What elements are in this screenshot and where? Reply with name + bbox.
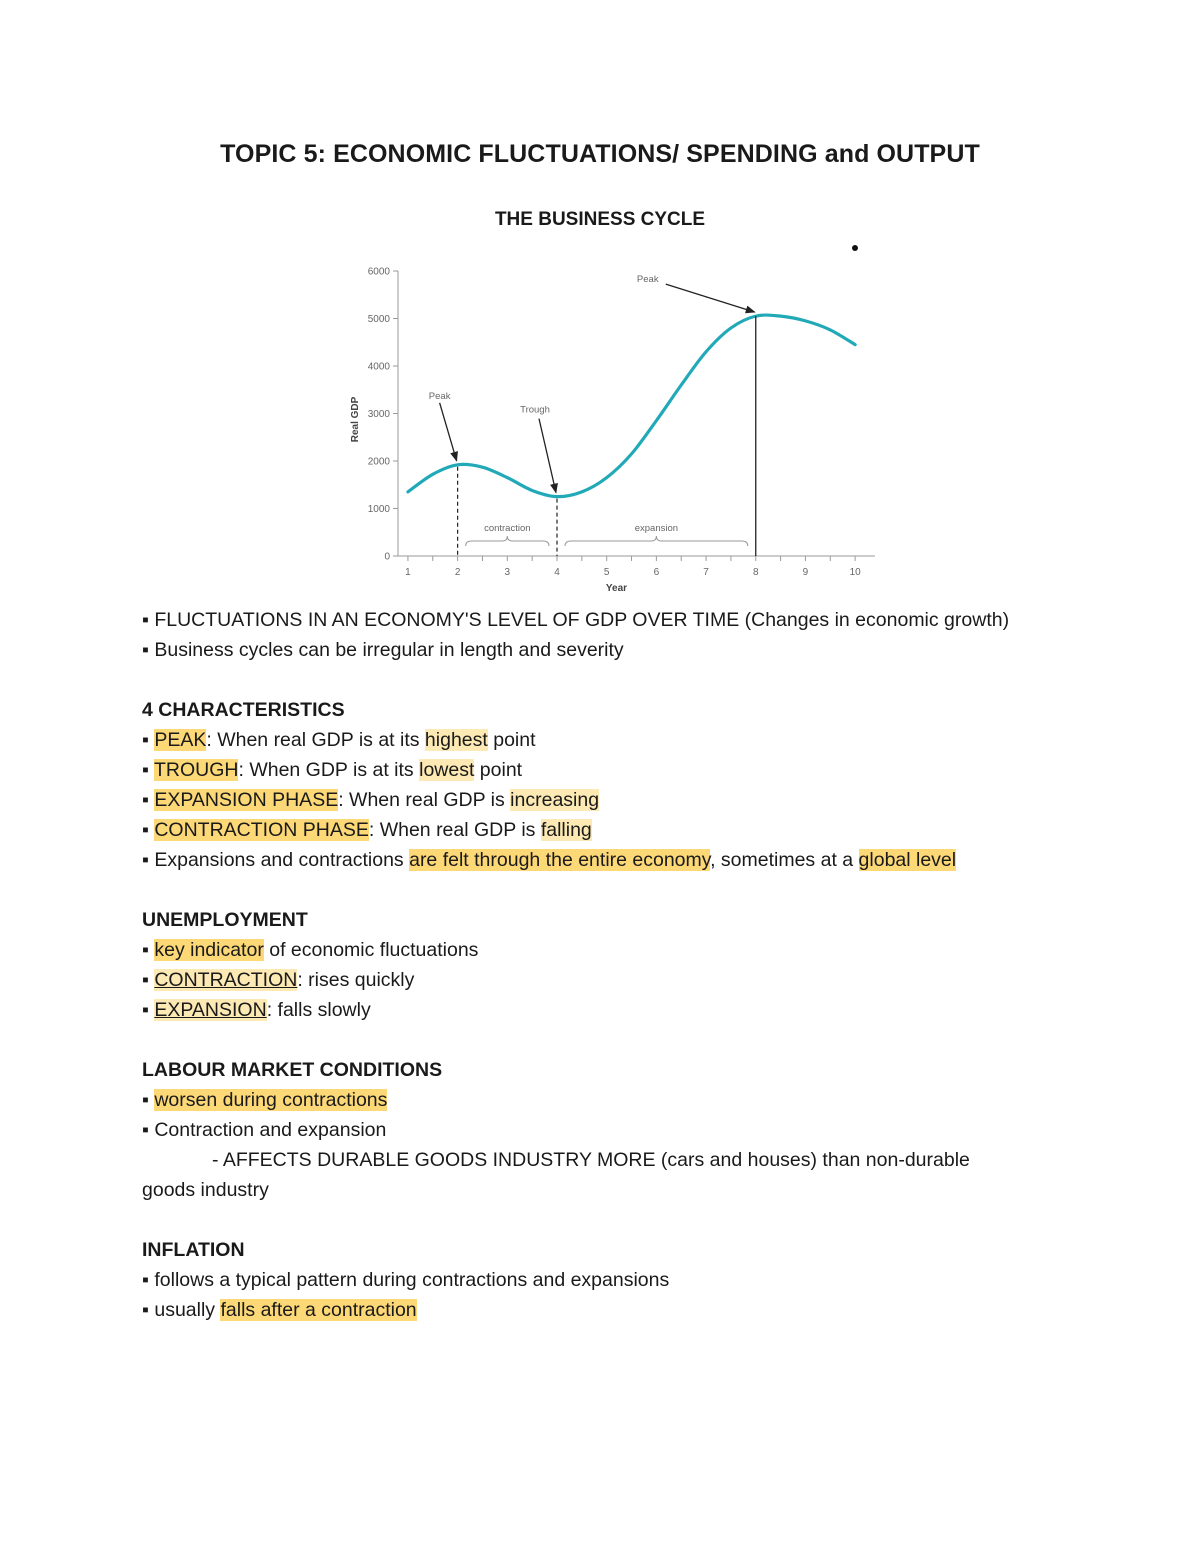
x-tick-label: 4 xyxy=(554,567,560,578)
y-tick-label: 4000 xyxy=(367,361,390,373)
durable-post: (cars and houses) than non-durable xyxy=(655,1149,970,1171)
x-tick-label: 3 xyxy=(504,567,511,578)
unemp-expansion-post: : falls slowly xyxy=(266,999,371,1021)
y-tick-label: 6000 xyxy=(367,266,390,278)
bullet-irregular: ▪ Business cycles can be irregular in length and severity xyxy=(142,639,624,661)
sub-durable-goods xyxy=(142,1145,1102,1175)
bullet-contraction-phase: ▪ CONTRACTION PHASE: When real GDP is falling xyxy=(142,819,592,841)
bullet-contraction-expansion: ▪ Contraction and expansion xyxy=(142,1119,387,1141)
y-tick-label: 2000 xyxy=(367,456,390,468)
gdp-series-line xyxy=(408,315,855,497)
notes-body xyxy=(142,605,1102,1325)
bullet-worsen: ▪ worsen during contractions xyxy=(142,1089,388,1111)
sub-durable-continued: goods industry xyxy=(142,1179,269,1201)
bullet-fluctuations: ▪ FLUCTUATIONS IN AN ECONOMY'S LEVEL OF GDP OVER TIME (Changes in economic growth) xyxy=(142,609,1010,631)
trough-desc: : When GDP is at its xyxy=(238,759,420,781)
durable-caps: - AFFECTS DURABLE GOODS INDUSTRY MORE xyxy=(212,1149,656,1171)
bullet-key-indicator: ▪ key indicator of economic fluctuations xyxy=(142,939,479,961)
trough-term: TROUGH xyxy=(153,759,239,781)
heading-characteristics: 4 CHARACTERISTICS xyxy=(142,699,345,721)
y-axis-label: Real GDP xyxy=(350,396,361,443)
x-tick-label: 6 xyxy=(653,567,660,578)
felt-highlight: are felt through the entire economy xyxy=(409,849,711,871)
trough-highlight: lowest xyxy=(419,759,475,781)
y-tick-label: 5000 xyxy=(367,314,390,325)
key-indicator-post: of economic fluctuations xyxy=(263,939,479,961)
irregular-text: Business cycles can be irregular in length and severity xyxy=(154,639,624,661)
bullet-trough: ▪ TROUGH: When GDP is at its lowest point xyxy=(142,759,523,781)
bullet-unemp-expansion: ▪ EXPANSION: falls slowly xyxy=(142,999,371,1021)
phase-bracket xyxy=(466,536,549,546)
heading-labour: LABOUR MARKET CONDITIONS xyxy=(142,1059,443,1081)
x-tick-label: 5 xyxy=(603,567,610,578)
unemp-expansion-term: EXPANSION xyxy=(154,999,267,1021)
y-tick-label: 1000 xyxy=(367,504,390,515)
chart-heading: THE BUSINESS CYCLE xyxy=(494,209,706,230)
key-indicator-highlight: key indicator xyxy=(154,939,264,961)
bullet-peak: ▪ PEAK: When real GDP is at its highest point xyxy=(142,729,536,751)
expansion-term: EXPANSION PHASE xyxy=(154,789,339,811)
contraction-term: CONTRACTION PHASE xyxy=(154,819,369,841)
bullet-inflation-pattern: ▪ follows a typical pattern during contractions and expansions xyxy=(142,1269,670,1291)
expansion-desc: : When real GDP is xyxy=(338,789,511,811)
annotation-arrow xyxy=(440,403,457,461)
bullet-felt: ▪ Expansions and contractions are felt through the entire economy, sometimes at a global level xyxy=(142,849,957,871)
contraction-desc: : When real GDP is xyxy=(368,819,541,841)
peak-term: PEAK xyxy=(154,729,207,751)
y-tick-label: 3000 xyxy=(367,409,390,420)
x-tick-label: 10 xyxy=(849,567,861,578)
phase-bracket xyxy=(565,536,748,546)
x-tick-label: 9 xyxy=(802,567,809,578)
felt-mid: , sometimes at a xyxy=(710,849,859,871)
page-title: TOPIC 5: ECONOMIC FLUCTUATIONS/ SPENDING and OUTPUT xyxy=(220,140,980,168)
inflation-pattern-text: follows a typical pattern during contractions and expansions xyxy=(154,1269,670,1291)
unemp-contraction-post: : rises quickly xyxy=(297,969,415,991)
y-tick-label: 0 xyxy=(384,551,390,563)
contraction-highlight: falling xyxy=(540,819,592,841)
x-tick-label: 7 xyxy=(703,567,709,578)
bullet-expansion-phase: ▪ EXPANSION PHASE: When real GDP is increasing xyxy=(142,789,600,811)
bullet-inflation-falls: ▪ usually falls after a contraction xyxy=(142,1299,417,1321)
x-tick-label: 8 xyxy=(752,567,759,578)
annotation-arrow xyxy=(666,284,755,312)
x-axis-label: Year xyxy=(605,583,628,594)
stray-dot-mark xyxy=(852,245,858,251)
peak-desc: : When real GDP is at its xyxy=(206,729,425,751)
annotation-label: Peak xyxy=(428,390,451,402)
x-tick-label: 2 xyxy=(454,567,461,578)
peak-highlight: highest xyxy=(424,729,488,751)
heading-unemployment: UNEMPLOYMENT xyxy=(142,909,308,931)
peak-post: point xyxy=(487,729,536,751)
worsen-highlight: worsen during contractions xyxy=(154,1089,388,1111)
expansion-highlight: increasing xyxy=(510,789,600,811)
business-cycle-chart xyxy=(340,255,900,595)
bracket-label: expansion xyxy=(634,523,679,534)
bracket-label: contraction xyxy=(484,523,531,534)
contraction-expansion-text: Contraction and expansion xyxy=(154,1119,387,1141)
annotation-arrow xyxy=(539,419,556,493)
trough-post: point xyxy=(474,759,523,781)
x-tick-label: 1 xyxy=(405,567,411,578)
inflation-falls-pre: usually xyxy=(154,1299,221,1321)
fluctuations-paren: (Changes in economic growth) xyxy=(739,609,1010,631)
inflation-falls-highlight: falls after a contraction xyxy=(220,1299,417,1321)
bullet-unemp-contraction: ▪ CONTRACTION: rises quickly xyxy=(142,969,415,991)
annotation-label: Peak xyxy=(636,274,659,286)
fluctuations-text: FLUCTUATIONS IN AN ECONOMY'S LEVEL OF GDP OVER TIME xyxy=(154,609,740,631)
unemp-contraction-term: CONTRACTION xyxy=(154,969,298,991)
felt-pre: Expansions and contractions xyxy=(154,849,410,871)
felt-highlight-global: global level xyxy=(858,849,957,871)
annotation-label: Trough xyxy=(520,404,550,416)
heading-inflation: INFLATION xyxy=(142,1239,245,1261)
